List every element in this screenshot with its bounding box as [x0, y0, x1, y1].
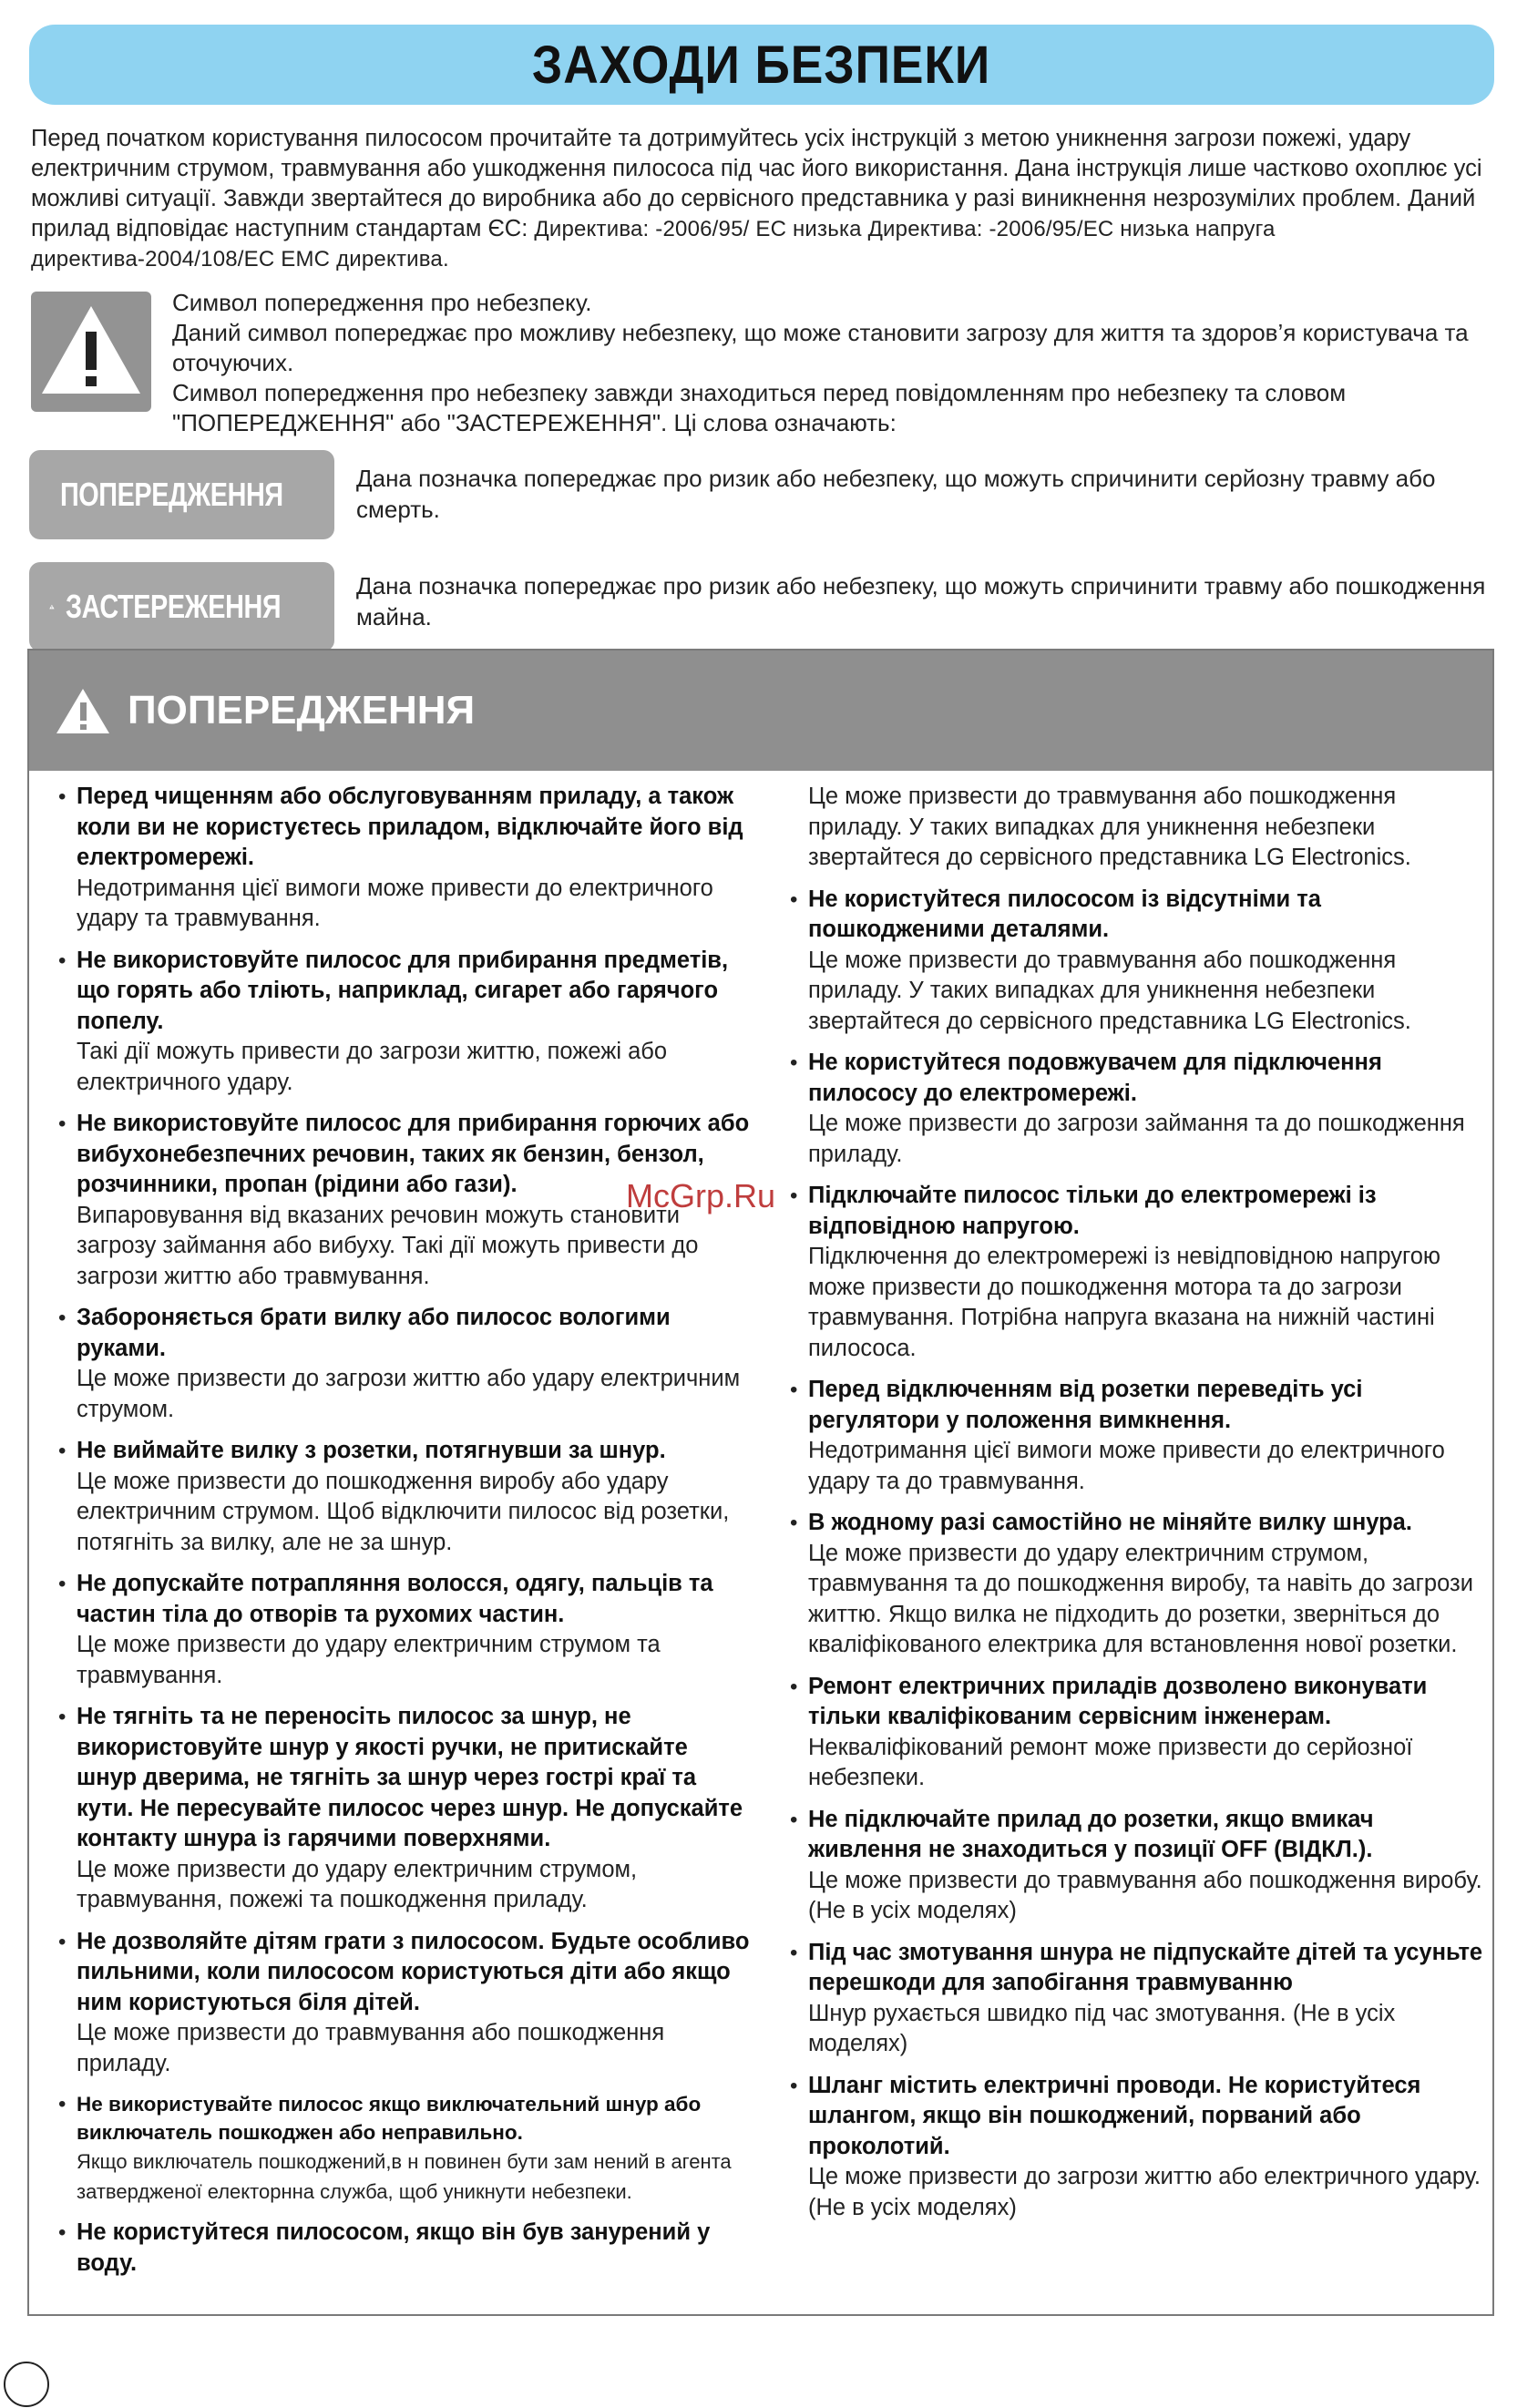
list-item [788, 885, 1485, 1038]
item-heading: Не виймайте вилку з розетки, потягнувши за шнур. [77, 1438, 666, 1463]
item-body: Некваліфікований ремонт може призвести до серйозної небезпеки. [808, 1734, 1413, 1790]
item-body: Це може призвести до загрози життю або удару електричним струмом. [77, 1366, 741, 1422]
list-item [788, 1375, 1485, 1497]
item-body: Шнур рухається швидко під час змотування. (Не в усіх моделях) [808, 2000, 1396, 2056]
item-heading: Не користуйтеся подовжувачем для підключення пилососу до електромережі. [808, 1050, 1382, 1106]
item-body: Такі дії можуть привести до загрози життю, пожежі або електричного удару. [77, 1039, 668, 1095]
warning-badge-description: Дана позначка попереджає про ризик або небезпеку, що можуть спричинити серйозну травму або смерть. [356, 465, 1436, 523]
list-item [56, 1569, 753, 1691]
warning-triangle-icon [49, 585, 55, 629]
warning-badge [29, 450, 334, 539]
warning-list-left [56, 782, 753, 2290]
item-heading: Не користуйтеся пилососом із відсутніми та пошкодженими деталями. [808, 886, 1321, 942]
list-item [788, 1805, 1485, 1927]
list-item [56, 1436, 753, 1558]
item-heading: Не використовуйте пилосос для прибирання горючих або вибухонебезпечних речовин, таких як бензин, бензол, розчинники, пропан (рідини або гази). [77, 1111, 750, 1197]
list-item [788, 1508, 1485, 1661]
item-body: Це може призвести до загрози життю або електричного удару.(Не в усіх моделях) [808, 2164, 1481, 2220]
item-body: Це може призвести до пошкодження виробу або удару електричним струмом. Щоб відключити пилосос від розетки, потягніть за вилку, але не за шнур. [77, 1468, 730, 1555]
item-body: Якщо виключатель пошкоджений,в н повинен бути зам нений в агента затвердженої електорнна служба, щоб уникнути небезпеки. [77, 2150, 732, 2203]
item-heading: В жодному разі самостійно не міняйте вилку шнура. [808, 1510, 1412, 1535]
item-heading: Перед відключенням від розетки переведіть усі регулятори у положення вимкнення. [808, 1377, 1363, 1433]
item-heading: Не дозволяйте дітям грати з пилососом. Будьте особливо пильними, коли пилососом користуються діти або якщо ним користуються біля дітей. [77, 1928, 750, 2015]
list-item [56, 1702, 753, 1916]
list-item [788, 1672, 1485, 1794]
item-body: Це може призвести до удару електричним струмом, травмування, пожежі та пошкодження приладу. [77, 1856, 638, 1912]
safety-alert-symbol [31, 292, 151, 412]
list-item [788, 1181, 1485, 1364]
item-heading: Під час змотування шнура не підпускайте дітей та усуньте перешкоди для запобігання травмуванню [808, 1939, 1483, 1995]
list-item [788, 2071, 1485, 2224]
intro-text: Перед початком користування пилососом прочитайте та дотримуйтесь усіх інструкцій з метою уникнення загрози пожежі, удару електричним струмом, травмування або ушкодження пилососа під час його використання. Дана інструкція лише частково охоплює усі можливі ситуації. Завжди звертайтеся до виробника або до сервісного представника у разі виникнення незрозумілих проблем. Даний прилад відповідає наступним стандартам ЄС: [31, 126, 1482, 241]
list-item-continuation [788, 782, 1485, 874]
title-banner [29, 25, 1494, 105]
item-body: Це може призвести до травмування або пошкодження приладу. У таких випадках для уникнення небезпеки звертайтеся до сервісного представника LG Electronics. [808, 947, 1411, 1034]
watermark: McGrp.Ru [626, 1177, 776, 1214]
list-item [56, 1303, 753, 1425]
item-heading: Не допускайте потрапляння волосся, одягу, пальців та частин тіла до отворів та рухомих частин. [77, 1571, 713, 1627]
item-body: Це може призвести до травмування або пошкодження виробу.(Не в усіх моделях) [808, 1867, 1482, 1923]
page-number-circle [4, 2362, 49, 2407]
page-title: ЗАХОДИ БЕЗПЕКИ [532, 35, 991, 95]
item-heading: Не користуйтеся пилососом, якщо він був занурений у воду. [77, 2219, 711, 2276]
caution-badge-label: ЗАСТЕРЕЖЕННЯ [65, 588, 281, 625]
list-item [788, 1048, 1485, 1170]
symbol-line-3: Символ попередження про небезпеку завжди знаходиться перед повідомленням про небезпеку та словом "ПОПЕРЕДЖЕННЯ" або "ЗАСТЕРЕЖЕННЯ". Ці слова означають: [172, 379, 1347, 436]
item-body: Це може призвести до травмування або пошкодження приладу. [77, 2020, 665, 2076]
list-item [56, 2090, 753, 2207]
warning-triangle-icon [31, 292, 151, 412]
list-item [56, 782, 753, 935]
item-body: Це може призвести до загрози займання та до пошкодження приладу. [808, 1111, 1465, 1167]
caution-badge [29, 562, 334, 651]
item-body: Це може призвести до удару електричним струмом та травмування. [77, 1632, 661, 1688]
item-body: Це може призвести до удару електричним струмом, травмування та до пошкодження виробу, та навіть до загрози життю. Якщо вилка не підходить до розетки, зверніться до кваліфікованого електрика для встановлення нової розетки. [808, 1540, 1473, 1657]
intro-directive: Директива: -2006/95/ ЕС низька Директива: -2006/95/ЕС низька напруга директива-2004/108/ЕС ЕМС директива. [31, 217, 1276, 272]
symbol-line-2: Даний символ попереджає про можливу небезпеку, що може становити загрозу для життя та здоров’я користувача та оточуючих. [172, 319, 1469, 376]
item-heading: Не тягніть та не переносіть пилосос за шнур, не використовуйте шнур у якості ручки, не притискайте шнур дверима, не тягніть за шнур через гострі краї та кути. Не пересувайте пилосос через шнур. Не допускайте контакту шнура із гарячими поверхнями. [77, 1704, 743, 1851]
list-item [56, 1927, 753, 2080]
item-heading: Ремонт електричних приладів дозволено виконувати тільки кваліфікованим сервісним інженерам. [808, 1673, 1428, 1729]
warning-triangle-icon [55, 686, 111, 735]
list-item [56, 946, 753, 1099]
item-heading: Шланг містить електричні проводи. Не користуйтеся шлангом, якщо він пошкоджений, порваний або проколотий. [808, 2072, 1421, 2159]
symbol-description [172, 288, 1493, 438]
item-body: Це може призвести до травмування або пошкодження приладу. У таких випадках для уникнення небезпеки звертайтеся до сервісного представника LG Electronics. [808, 784, 1411, 870]
symbol-line-1: Символ попередження про небезпеку. [172, 289, 592, 316]
item-body: Випаровування від вказаних речовин можуть становити загрозу займання або вибуху. Такі дії можуть привести до загрози життю або травмування. [77, 1202, 699, 1289]
item-heading: Забороняється брати вилку або пилосос вологими руками. [77, 1305, 671, 1361]
list-item [788, 1938, 1485, 2060]
list-item [56, 2218, 753, 2279]
caution-badge-description: Дана позначка попереджає про ризик або небезпеку, що можуть спричинити травму або пошкодження майна. [356, 572, 1486, 630]
item-heading: Не використувайте пилосос якщо виключательний шнур або виключатель пошкоджен або неправильно. [77, 2093, 702, 2144]
warning-section-header [29, 651, 1492, 771]
item-heading: Перед чищенням або обслуговуванням приладу, а також коли ви не користуєтесь приладом, відключайте його від електромережі. [77, 784, 743, 870]
item-heading: Не використовуйте пилосос для прибирання предметів, що горять або тліють, наприклад, сигарет або гарячого попелу. [77, 947, 729, 1034]
intro-paragraph [31, 124, 1489, 274]
warning-list-right [788, 782, 1485, 2234]
warning-badge-label: ПОПЕРЕДЖЕННЯ [60, 476, 283, 513]
item-body: Недотримання цієї вимоги може привести до електричного удару та травмування. [77, 875, 713, 931]
item-heading: Підключайте пилосос тільки до електромережі із відповідною напругою. [808, 1183, 1377, 1239]
item-body: Недотримання цієї вимоги може привести до електричного удару та до травмування. [808, 1438, 1445, 1494]
item-heading: Не підключайте прилад до розетки, якщо вмикач живлення не знаходиться у позиції OFF (ВІДКЛ.). [808, 1806, 1374, 1862]
item-body: Підключення до електромережі із невідповідною напругою може призвести до пошкодження мотора та до загрози травмування. Потрібна напруга вказана на нижній частині пилососа. [808, 1244, 1441, 1361]
warning-section-title: ПОПЕРЕДЖЕННЯ [128, 688, 476, 733]
